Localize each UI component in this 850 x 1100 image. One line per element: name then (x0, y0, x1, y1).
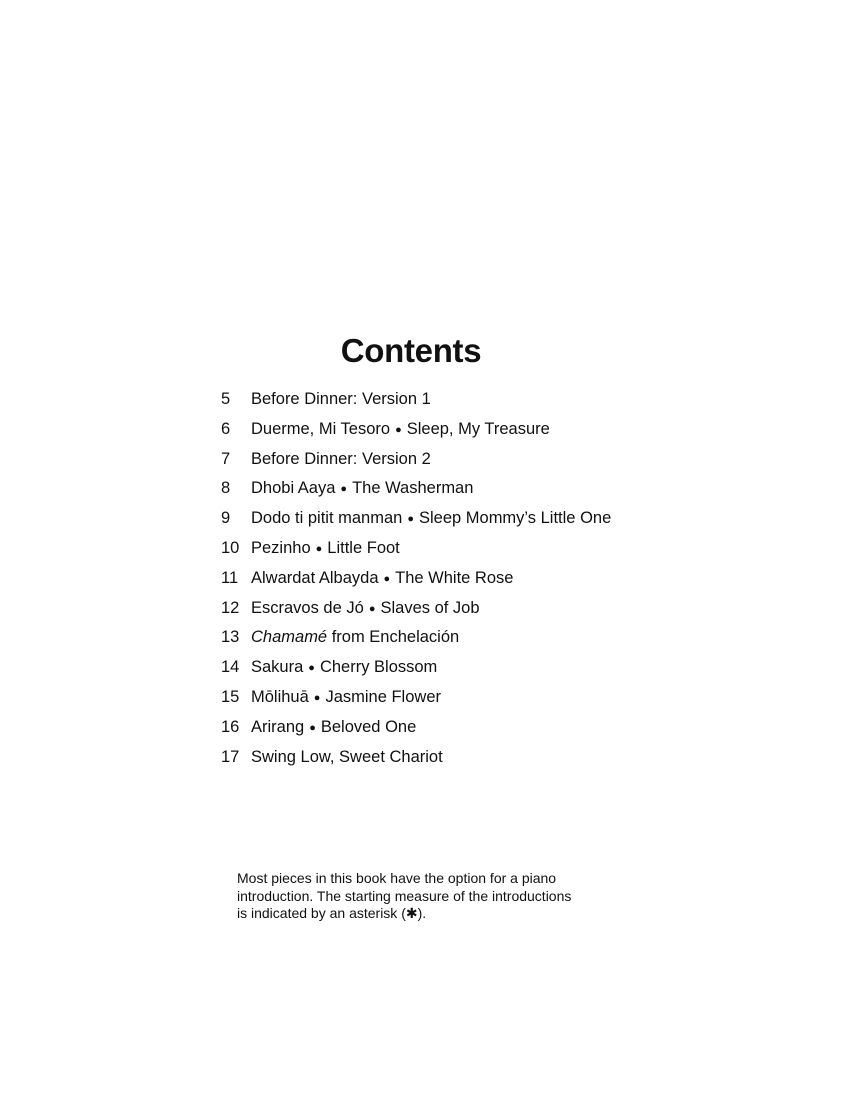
separator-dot-icon: ● (309, 721, 316, 734)
toc-title-text: Swing Low, Sweet Chariot (251, 747, 443, 766)
toc-entry (221, 564, 611, 594)
toc-entry (221, 415, 611, 445)
toc-page-number: 5 (221, 390, 231, 408)
toc-title-text: Arirang (251, 717, 305, 736)
toc-title (251, 474, 473, 504)
toc-title-text: Slaves of Job (380, 598, 480, 617)
toc-page-number: 12 (221, 598, 240, 617)
toc-title-text: Alwardat Albayda (251, 568, 379, 587)
toc-title-text: Chamamé (251, 628, 328, 647)
note-line: introduction. The starting measure of the introductions (237, 887, 572, 904)
toc-page-number: 7 (221, 449, 231, 468)
toc-title-text: Little Foot (327, 538, 400, 557)
toc-entry (221, 504, 611, 534)
toc-title-text: Duerme, Mi Tesoro (251, 419, 391, 438)
toc-title (251, 594, 480, 624)
toc-entry (221, 713, 611, 743)
toc-entry (221, 743, 611, 773)
introduction-note (237, 870, 637, 923)
toc-title-text: Before Dinner: Version 1 (251, 390, 431, 408)
toc-title-text: Jasmine Flower (325, 687, 441, 706)
toc-entry (221, 683, 611, 713)
toc-title-text: Sleep Mommy’s Little One (418, 509, 612, 528)
toc-page-number: 11 (221, 568, 239, 587)
note-line: is indicated by an asterisk (✱). (237, 905, 427, 921)
toc-title (251, 385, 431, 415)
toc-page-number: 6 (221, 419, 231, 438)
separator-dot-icon: ● (368, 602, 376, 615)
toc-entry (221, 653, 611, 683)
toc-title-text: Mōlihuā (251, 687, 309, 706)
toc-title (251, 564, 513, 594)
toc-title-text: The White Rose (395, 568, 514, 587)
page-title: Contents (340, 332, 482, 370)
separator-dot-icon: ● (313, 691, 321, 704)
toc-title (251, 445, 431, 475)
toc-entry (221, 385, 611, 415)
table-of-contents (221, 385, 611, 772)
toc-page-number: 9 (221, 509, 231, 528)
toc-page-number: 10 (221, 538, 240, 557)
toc-title-text: Cherry Blossom (319, 658, 438, 677)
toc-page-number: 13 (221, 628, 240, 647)
separator-dot-icon: ● (395, 423, 402, 436)
toc-title-text: Before Dinner: Version 2 (251, 449, 431, 468)
toc-page-number: 16 (221, 717, 240, 736)
toc-title (251, 415, 550, 445)
separator-dot-icon: ● (308, 662, 315, 675)
toc-title-text: Beloved One (320, 717, 417, 736)
toc-title (251, 504, 611, 534)
toc-title-text: Pezinho (251, 538, 311, 557)
toc-page-number: 15 (221, 687, 240, 706)
note-line: Most pieces in this book have the option for a piano (237, 870, 557, 886)
separator-dot-icon: ● (315, 542, 323, 555)
toc-title-text: Escravos de Jó (251, 598, 364, 617)
toc-entry (221, 474, 611, 504)
toc-entry (221, 594, 611, 624)
toc-page-number: 8 (221, 479, 231, 498)
toc-title-text: Dodo ti pitit manman (251, 509, 403, 528)
toc-title-text: The Washerman (352, 479, 474, 498)
toc-title-text: Sleep, My Treasure (406, 419, 550, 438)
toc-title (251, 743, 443, 773)
toc-title (251, 534, 400, 564)
toc-entry (221, 623, 611, 653)
toc-title-text: Sakura (251, 658, 304, 677)
toc-title (251, 713, 416, 743)
toc-title (251, 653, 437, 683)
separator-dot-icon: ● (340, 483, 348, 496)
toc-title (251, 623, 459, 653)
toc-page-number: 17 (221, 747, 240, 766)
toc-title-text: from Enchelación (327, 628, 460, 647)
separator-dot-icon: ● (383, 572, 391, 585)
toc-page-number: 14 (221, 658, 240, 677)
toc-title (251, 683, 441, 713)
toc-entry (221, 445, 611, 475)
toc-entry (221, 534, 611, 564)
separator-dot-icon: ● (407, 513, 414, 526)
toc-title-text: Dhobi Aaya (251, 479, 336, 498)
